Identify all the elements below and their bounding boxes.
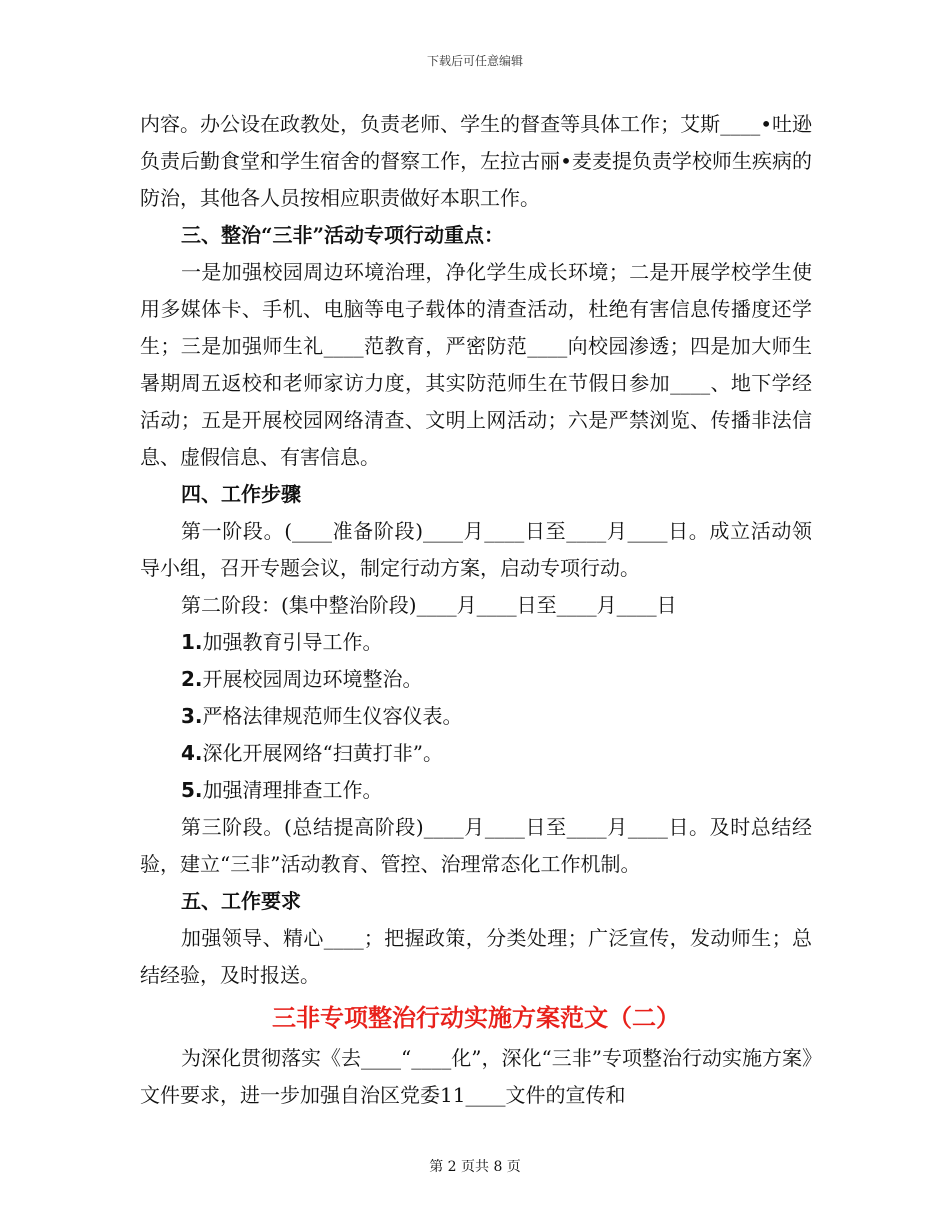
list-item-text: 加强教育引导工作。 xyxy=(202,630,383,654)
paragraph-requirements: 加强领导、精心____；把握政策，分类处理；广泛宣传，发动师生；总结经验，及时报送。 xyxy=(140,926,812,987)
paragraph-stage-2: 第二阶段：(集中整治阶段)____月____日至____月____日 xyxy=(181,593,677,617)
document-body xyxy=(140,106,812,1114)
list-item xyxy=(140,735,812,772)
section-heading-4: 四、工作步骤 xyxy=(181,482,301,506)
list-item-text: 深化开展网络“扫黄打非”。 xyxy=(202,741,443,765)
section-heading-5: 五、工作要求 xyxy=(181,889,301,913)
list-item-number: 3. xyxy=(181,704,203,728)
page-number: 第 2 页共 8 页 xyxy=(429,1159,521,1175)
list-item-text: 加强清理排查工作。 xyxy=(202,778,383,802)
paragraph-responsibilities: 内容。办公设在政教处，负责老师、学生的督查等具体工作；艾斯____•吐逊负责后勤食堂和学生宿舍的督察工作，左拉古丽•麦麦提负责学校师生疾病的防治，其他各人员按相应职责做好本职工作。 xyxy=(140,112,812,210)
list-item-number: 1. xyxy=(181,630,203,654)
list-item xyxy=(140,661,812,698)
list-item-text: 严格法律规范师生仪容仪表。 xyxy=(202,704,463,728)
list-item-number: 5. xyxy=(181,778,203,802)
list-item xyxy=(140,698,812,735)
document-title-2: 三非专项整治行动实施方案范文（二） xyxy=(272,1003,680,1032)
paragraph-key-points: 一是加强校园周边环境治理，净化学生成长环境；二是开展学校学生使用多媒体卡、手机、电脑等电子载体的清查活动，杜绝有害信息传播度还学生；三是加强师生礼____范教育，严密防范____向校园渗透；四是加大师生暑期周五返校和老师家访力度，其实防范师生在节假日参加____、地下学经活动；五是开展校园网络清查、文明上网活动；六是严禁浏览、传播非法信息、虚假信息、有害信息。 xyxy=(140,260,812,469)
page-header: 下载后可任意编辑 xyxy=(426,54,523,68)
paragraph-stage-1: 第一阶段。(____准备阶段)____月____日至____月____日。成立活动领导小组，召开专题会议，制定行动方案，启动专项行动。 xyxy=(140,519,812,580)
paragraph-intro-2: 为深化贯彻落实《去____“____化”，深化“三非”专项整治行动实施方案》文件要求，进一步加强自治区党委11____文件的宣传和 xyxy=(140,1046,812,1107)
paragraph-stage-3: 第三阶段。(总结提高阶段)____月____日至____月____日。及时总结经验，建立“三非”活动教育、管控、治理常态化工作机制。 xyxy=(140,815,812,876)
list-item-text: 开展校园周边环境整治。 xyxy=(202,667,423,691)
section-heading-3: 三、整治“三非”活动专项行动重点： xyxy=(181,223,505,247)
list-item-number: 4. xyxy=(181,741,203,765)
list-item xyxy=(140,772,812,809)
list-item-number: 2. xyxy=(181,667,203,691)
list-item xyxy=(140,624,812,661)
